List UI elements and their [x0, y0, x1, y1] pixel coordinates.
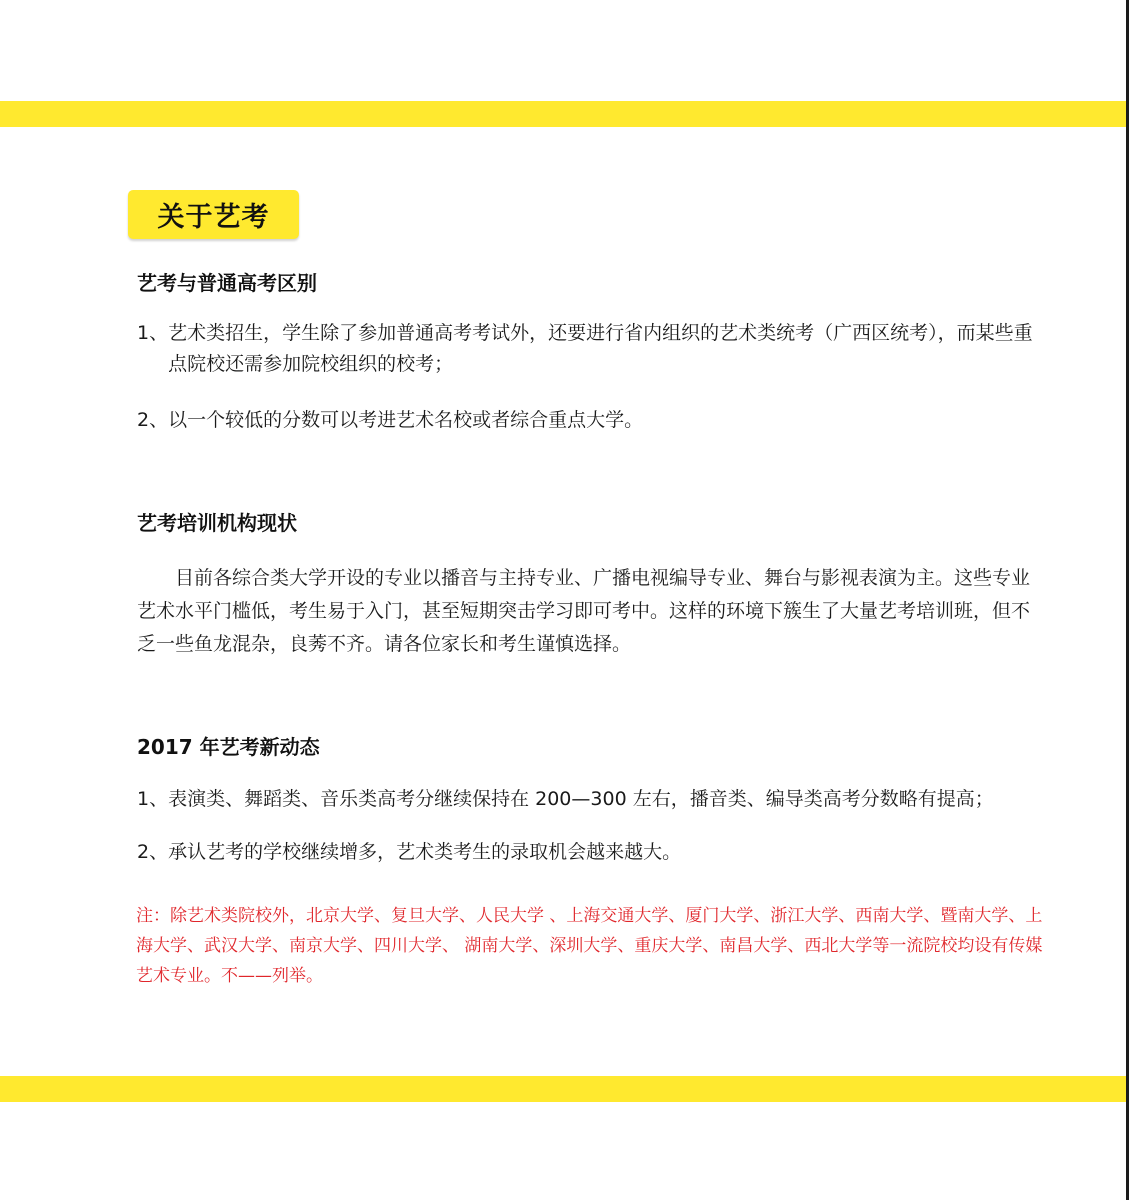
list-item-number: 1、	[137, 322, 169, 344]
bottom-yellow-band	[0, 1076, 1126, 1102]
heading-training-status: 艺考培训机构现状	[137, 511, 297, 535]
list-item-number: 1、	[137, 788, 169, 810]
red-note: 注：除艺术类院校外，北京大学、复旦大学、人民大学 、上海交通大学、厦门大学、浙江大学、西南大学、暨南大学、上海大学、武汉大学、南京大学、四川大学、 湖南大学、深圳大学、重庆大学、南昌大学、西北大学等一流院校均设有传媒艺术专业。不——列举。	[136, 906, 1043, 986]
section-tag: 关于艺考	[128, 190, 299, 239]
list-item-text: 艺术类招生，学生除了参加普通高考考试外，还要进行省内组织的艺术类统考（广西区统考），而某些重点院校还需参加院校组织的校考；	[168, 322, 1033, 375]
list-item-number: 2、	[137, 409, 169, 431]
list-item	[137, 784, 1042, 815]
list-item-text: 表演类、舞蹈类、音乐类高考分继续保持在 200—300 左右，播音类、编导类高考分数略有提高；	[168, 788, 994, 810]
heading-2017-news: 2017 年艺考新动态	[137, 735, 320, 759]
list-item-number: 2、	[137, 841, 169, 863]
list-item	[137, 837, 1042, 868]
top-yellow-band	[0, 101, 1126, 127]
list-item-text: 承认艺考的学校继续增多，艺术类考生的录取机会越来越大。	[168, 841, 682, 863]
list-item	[137, 318, 1042, 380]
list-item-text: 以一个较低的分数可以考进艺术名校或者综合重点大学。	[168, 409, 644, 431]
list-item	[137, 405, 1042, 436]
heading-difference: 艺考与普通高考区别	[137, 271, 317, 295]
training-status-paragraph: 目前各综合类大学开设的专业以播音与主持专业、广播电视编导专业、舞台与影视表演为主。这些专业艺术水平门槛低，考生易于入门，甚至短期突击学习即可考中。这样的环境下簇生了大量艺考培训班，但不乏一些鱼龙混杂，良莠不齐。请各位家长和考生谨慎选择。	[137, 567, 1031, 655]
